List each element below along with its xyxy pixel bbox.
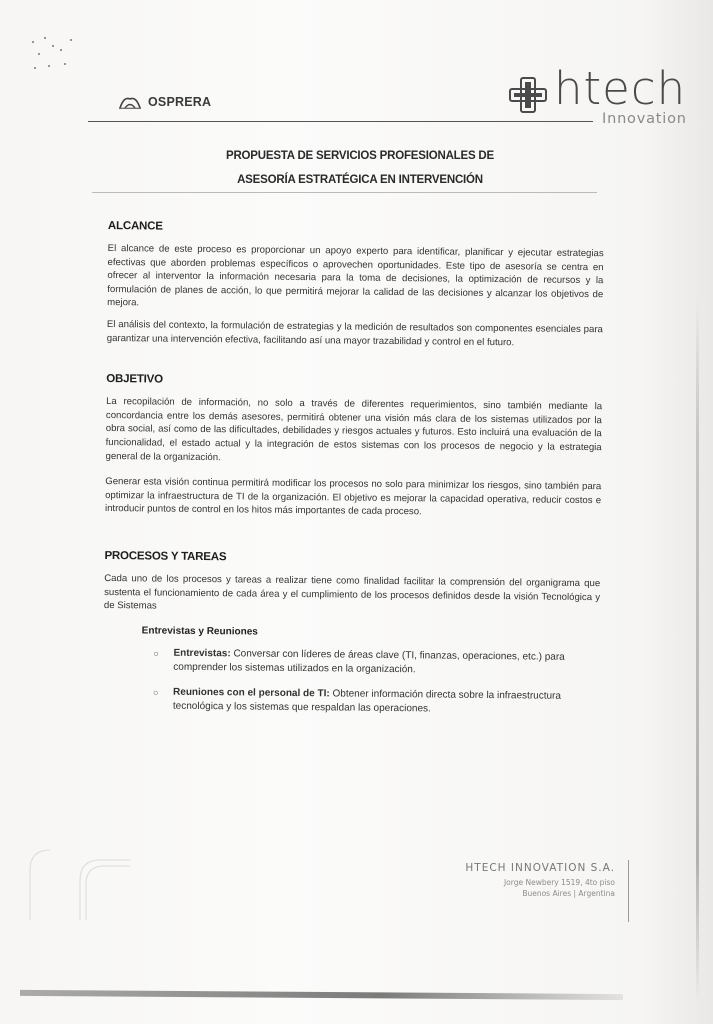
footer-address-line1: Jorge Newbery 1519, 4to piso <box>503 878 615 887</box>
footer-company: HTECH INNOVATION S.A. <box>465 862 615 874</box>
paragraph: La recopilación de información, no solo a través de diferentes requerimientos, sino también mediante la concordancia entre los demás asesores, permitirá obtener una visión más clara de los sistemas utilizados por la obra social, así como de las dificultades, debilidades y riesgos actuales y futuros. Esto incluirá una evaluación de la funcionalidad, el estado actual y la integración de estos sistemas con los procesos de negocio y la estrategia general de la organización. <box>105 396 603 463</box>
osprera-logo <box>118 95 211 109</box>
section-procesos <box>103 550 601 718</box>
subheading: Entrevistas y Reuniones <box>141 625 258 638</box>
htech-logo <box>508 62 687 132</box>
document-title-line1: PROPUESTA DE SERVICIOS PROFESIONALES DE <box>225 150 495 162</box>
document-title-line2: ASESORÍA ESTRATÉGICA EN INTERVENCIÓN <box>237 174 483 186</box>
paragraph: El análisis del contexto, la formulación de estrategias y la medición de resultados son componentes esenciales para garantizar una intervención efectiva, facilitando así una mayor trazabilidad y control en el futuro. <box>106 318 603 348</box>
osprera-name: OSPRERA <box>148 95 212 109</box>
bullet-list <box>103 646 600 718</box>
item-text: Obtener información directa sobre la infraestructura tecnológica y los sistemas que respaldan las operaciones. <box>172 688 562 715</box>
section-alcance <box>107 220 604 350</box>
circle-bullet-icon: ○ <box>153 648 159 659</box>
htech-tagline: Innovation <box>602 111 687 127</box>
section-objetivo <box>105 373 602 521</box>
footer-divider <box>628 860 629 922</box>
htech-cross-icon <box>508 76 548 114</box>
scan-edge-bottom <box>20 990 623 1000</box>
item-label: Entrevistas: <box>173 647 231 659</box>
footer <box>440 862 615 899</box>
section-heading: PROCESOS Y TAREAS <box>104 549 227 564</box>
footer-address-line2: Buenos Aires | Argentina <box>522 889 615 898</box>
watermark-shape <box>20 840 140 920</box>
item-text: Conversar con líderes de áreas clave (TI, finanzas, operaciones, etc.) para comprender los sistemas utilizados en la organización. <box>173 647 565 675</box>
list-item <box>153 685 599 717</box>
paragraph: El alcance de este proceso es proporcionar un apoyo experto para identificar, planificar y ejecutar estrategias efectivas que aborden problemas específicos o aprovechen oportunidades. Este tipo de asesoría se centra en ofrecer al interventor la información necesaria para la toma de decisiones, la optimización de recursos y la formulación de planes de acción, lo que permitirá mejorar la calidad de las decisiones y alcanzar los objetivos de mejora. <box>107 242 604 309</box>
paragraph: Cada uno de los procesos y tareas a realizar tiene como finalidad facilitar la comprensión del organigrama que sustenta el funcionamiento de cada área y el cumplimiento de los procesos definidos desde la visión Tecnológica y de Sistemas <box>103 572 601 612</box>
paragraph: Generar esta visión continua permitirá modificar los procesos no solo para minimizar los riesgos, sino también para optimizar la infraestructura de TI de la organización. El objetivo es mejorar la capacidad operativa, reducir costos e introducir puntos de control en los hitos más importantes de cada proceso. <box>104 476 602 518</box>
osprera-emblem-icon <box>118 95 142 109</box>
scan-edge-right <box>696 300 699 1000</box>
list-item <box>153 646 599 678</box>
section-heading: ALCANCE <box>107 220 163 233</box>
header-divider <box>88 121 593 122</box>
circle-bullet-icon: ○ <box>153 687 159 698</box>
section-heading: OBJETIVO <box>106 373 163 386</box>
htech-wordmark: htech <box>554 62 687 115</box>
scan-specks <box>30 35 80 75</box>
title-divider <box>92 192 597 193</box>
document-body <box>103 220 604 740</box>
item-label: Reuniones con el personal de TI: <box>173 686 330 700</box>
